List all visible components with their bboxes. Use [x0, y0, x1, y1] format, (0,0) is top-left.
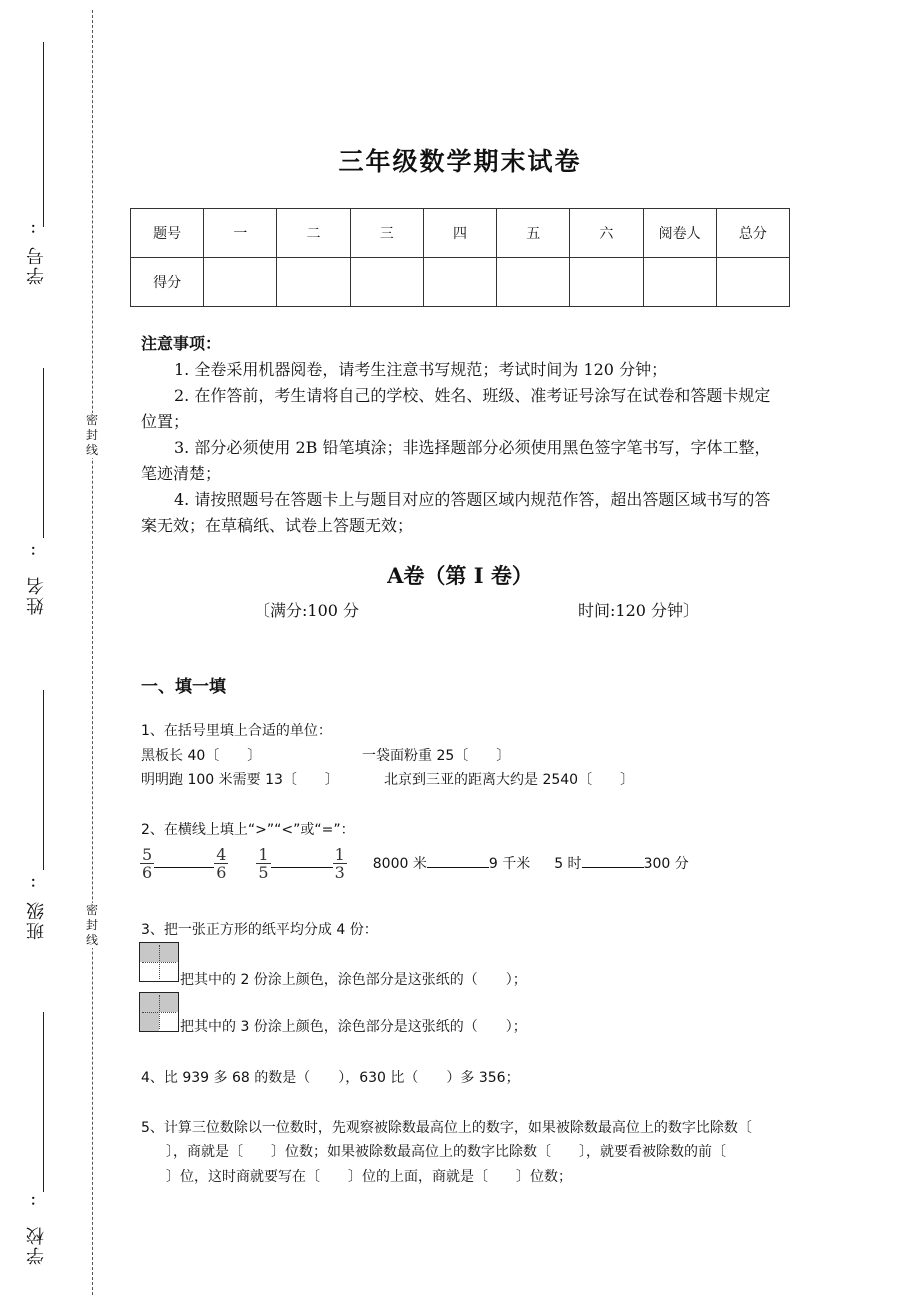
- note-item-2: 2. 在作答前，考生请将自己的学校、姓名、班级、准考证号涂写在试卷和答题卡规定位置；: [141, 386, 771, 431]
- school-label: 学校: [26, 1225, 47, 1265]
- score-cell[interactable]: [570, 258, 643, 307]
- fraction-4-6: $\frac{4}{6}$: [216, 845, 227, 882]
- divider-horizontal: [142, 1012, 176, 1013]
- name-line: [43, 368, 44, 538]
- score-cell[interactable]: [277, 258, 350, 307]
- header-cell: 题号: [131, 209, 204, 258]
- note-item-3: 3. 部分必须使用 2B 铅笔填涂；非选择题部分必须使用黑色签字笔书写，字体工整，笔迹清楚；: [141, 438, 771, 483]
- header-cell: 四: [423, 209, 496, 258]
- school-line: [43, 1012, 44, 1192]
- paper-title: A卷（第 I 卷）: [387, 563, 533, 588]
- compare-left-1: 8000 米: [372, 856, 427, 872]
- class-colon: ：: [30, 875, 44, 891]
- q1-stem: 1、在括号里填上合适的单位：: [141, 723, 332, 739]
- q2-comparisons: [140, 846, 689, 886]
- seal-dashed-line: [92, 10, 93, 1295]
- notes-block: [141, 331, 786, 539]
- header-cell: 二: [277, 209, 350, 258]
- student-id-colon: ：: [30, 221, 44, 237]
- square-two-parts-shaded: [139, 942, 179, 982]
- score-table-header-row: [131, 209, 790, 258]
- full-marks: 〔满分:100 分: [254, 601, 360, 620]
- compare-left-2: 5 时: [554, 856, 582, 872]
- q2-stem: 2、在横线上填上“>”“<”或“=”：: [141, 822, 355, 838]
- answer-blank[interactable]: [582, 853, 644, 868]
- square-three-parts-shaded: [139, 992, 179, 1032]
- name-colon: ：: [30, 543, 44, 559]
- seal-label-bottom: 密封线: [85, 903, 98, 947]
- score-cell[interactable]: [423, 258, 496, 307]
- score-cell[interactable]: [497, 258, 570, 307]
- fraction-1-5: $\frac{1}{5}$: [258, 845, 269, 882]
- score-table-score-row: [131, 258, 790, 307]
- answer-blank[interactable]: [427, 853, 489, 868]
- score-cell[interactable]: [643, 258, 716, 307]
- q1-item-d: 北京到三亚的距离大约是 2540〔 〕: [384, 772, 635, 788]
- student-id-label: 学号: [26, 245, 47, 285]
- q3-item-a: 把其中的 2 份涂上颜色，涂色部分是这张纸的（ ）；: [180, 972, 527, 988]
- q5-line-1: 5、计算三位数除以一位数时，先观察被除数最高位上的数字，如果被除数最高位上的数字比除数〔: [141, 1120, 752, 1136]
- q5-line-3: 〕位，这时商就要写在〔 〕位的上面，商就是〔 〕位数；: [166, 1169, 572, 1185]
- name-label: 姓名: [26, 575, 47, 615]
- fraction-1-3: $\frac{1}{3}$: [334, 845, 345, 882]
- class-line: [43, 690, 44, 870]
- seal-label-top: 密封线: [85, 413, 98, 457]
- header-cell: 五: [497, 209, 570, 258]
- q3-item-b: 把其中的 3 份涂上颜色，涂色部分是这张纸的（ ）；: [180, 1019, 527, 1035]
- score-row-label: 得分: [131, 258, 204, 307]
- section-title: 一、填一填: [141, 677, 226, 697]
- q5-line-2: 〕，商就是〔 〕位数；如果被除数最高位上的数字比除数〔 〕，就要看被除数的前〔: [166, 1144, 726, 1160]
- exam-time: 时间:120 分钟〕: [578, 601, 700, 620]
- header-cell: 阅卷人: [643, 209, 716, 258]
- score-cell[interactable]: [350, 258, 423, 307]
- q1-item-b: 一袋面粉重 25〔 〕: [362, 748, 511, 764]
- note-item-4: 4. 请按照题号在答题卡上与题目对应的答题区域内规范作答，超出答题区域书写的答案无效；在草稿纸、试卷上答题无效；: [141, 490, 771, 535]
- class-label: 班级: [26, 900, 47, 940]
- q4-text: 4、比 939 多 68 的数是（ ），630 比（ ）多 356；: [141, 1070, 520, 1086]
- answer-blank[interactable]: [154, 853, 214, 868]
- header-cell: 一: [204, 209, 277, 258]
- school-colon: ：: [30, 1193, 44, 1209]
- fraction-5-6: $\frac{5}{6}$: [142, 845, 153, 882]
- exam-title: 三年级数学期末试卷: [338, 147, 582, 176]
- student-id-line: [43, 42, 44, 227]
- answer-blank[interactable]: [271, 853, 333, 868]
- q1-item-a: 黑板长 40〔 〕: [141, 748, 262, 764]
- header-cell: 六: [570, 209, 643, 258]
- header-cell: 三: [350, 209, 423, 258]
- score-cell[interactable]: [716, 258, 789, 307]
- compare-right-1: 9 千米: [488, 856, 531, 872]
- compare-right-2: 300 分: [643, 856, 689, 872]
- score-cell[interactable]: [204, 258, 277, 307]
- divider-horizontal: [142, 962, 176, 963]
- note-item-1: 1. 全卷采用机器阅卷，请考生注意书写规范；考试时间为 120 分钟；: [174, 360, 668, 379]
- q1-item-c: 明明跑 100 米需要 13〔 〕: [141, 772, 339, 788]
- score-table: [130, 208, 790, 307]
- shaded-region: [140, 1012, 159, 1031]
- q3-stem: 3、把一张正方形的纸平均分成 4 份：: [141, 922, 378, 938]
- notes-heading: 注意事项：: [141, 334, 222, 353]
- header-cell: 总分: [716, 209, 789, 258]
